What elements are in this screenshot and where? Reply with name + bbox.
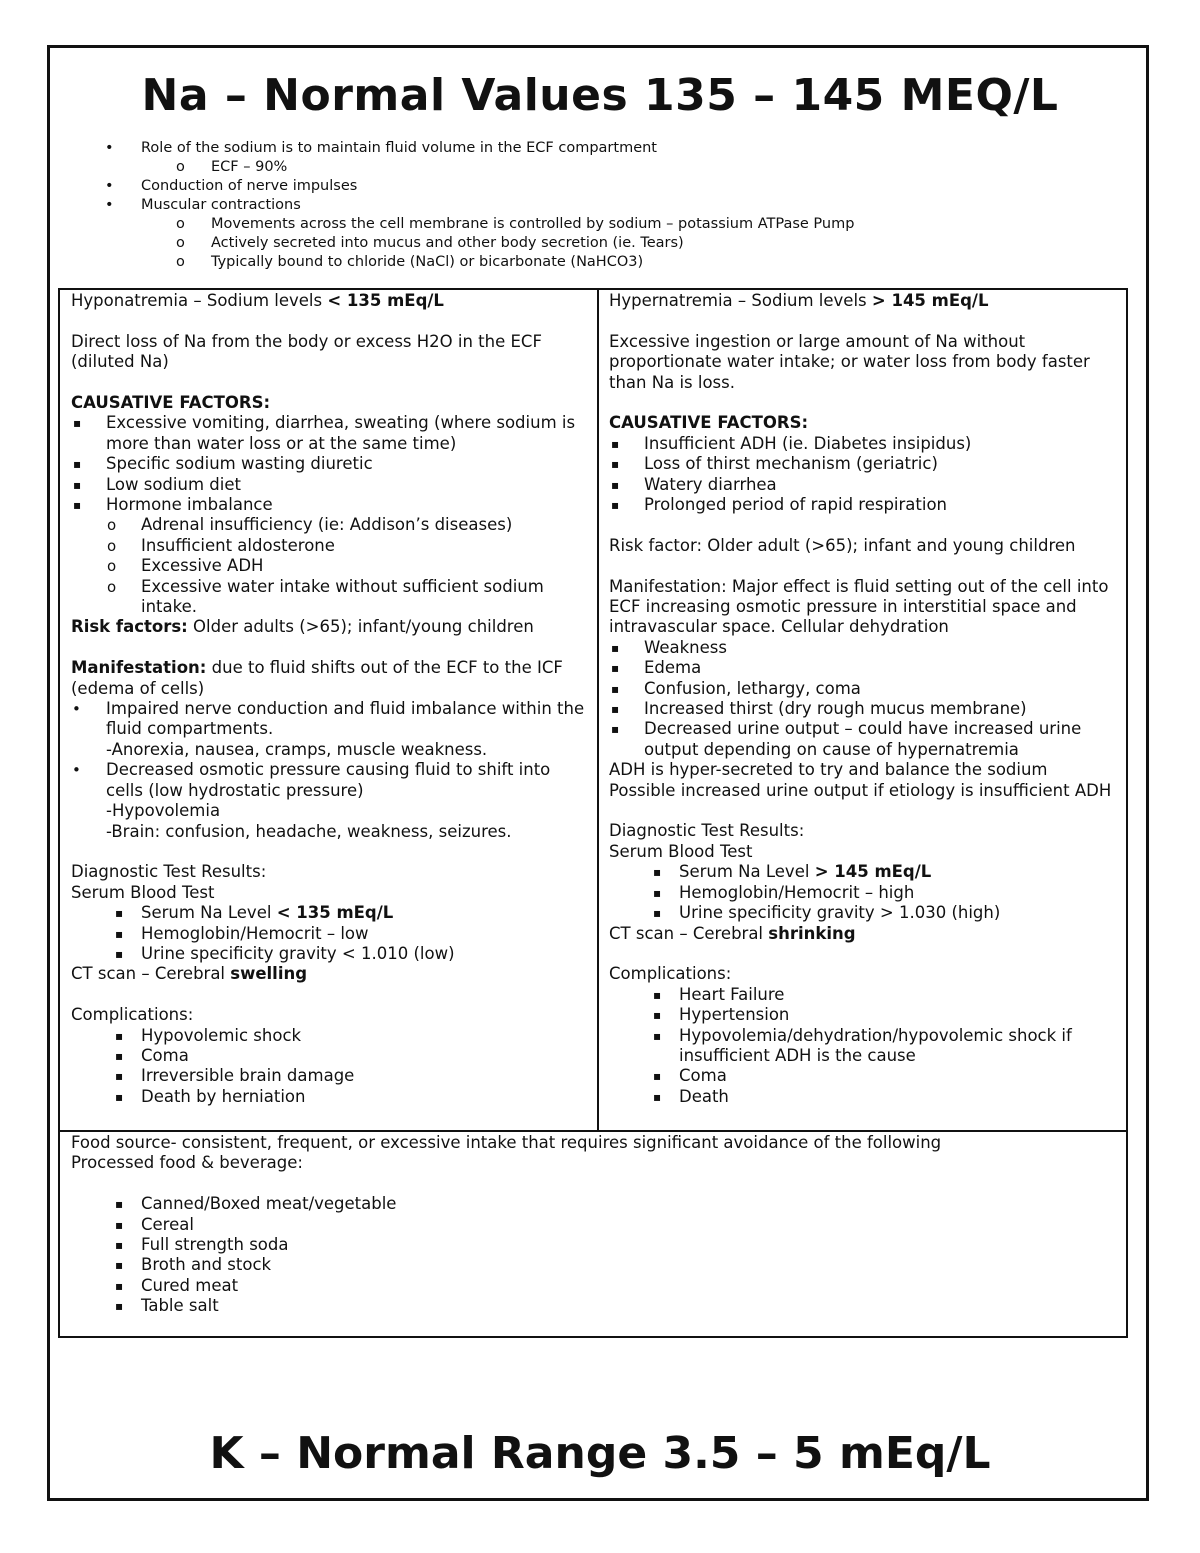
- square-bullet-icon: ▪: [73, 457, 82, 472]
- manifestation-list: [609, 638, 1121, 760]
- square-bullet-icon: ▪: [611, 702, 620, 717]
- circle-bullet-icon: o: [176, 235, 185, 251]
- list-item: ▪ Canned/Boxed meat/vegetable: [115, 1194, 397, 1214]
- list-item: ▪ Hypovolemic shock: [115, 1025, 302, 1045]
- list-item: ▪ Loss of thirst mechanism (geriatric): [611, 454, 938, 474]
- complications-list: [71, 1026, 589, 1108]
- list-item: ▪ Insufficient ADH (ie. Diabetes insipidus): [611, 433, 972, 453]
- risk-factors: Risk factors: Older adults (>65); infant/young children: [71, 617, 534, 637]
- circle-bullet-icon: o: [176, 254, 185, 270]
- hypernatremia-cell: [609, 291, 1121, 1107]
- row-divider: [60, 1130, 1126, 1132]
- list-item: ▪ Specific sodium wasting diuretic: [73, 454, 373, 474]
- square-bullet-icon: ▪: [653, 885, 662, 900]
- list-item: o Insufficient aldosterone: [107, 535, 335, 555]
- list-item: ▪ Broth and stock: [115, 1255, 272, 1275]
- complications-heading: Complications:: [609, 964, 732, 984]
- hypernatremia-heading: Hypernatremia – Sodium levels > 145 mEq/L: [609, 291, 989, 310]
- food-list: [71, 1194, 1111, 1316]
- square-bullet-icon: ▪: [115, 946, 124, 961]
- square-bullet-icon: ▪: [115, 1048, 124, 1063]
- list-item: ▪ Death by herniation: [115, 1086, 306, 1106]
- square-bullet-icon: ▪: [73, 477, 82, 492]
- square-bullet-icon: ▪: [653, 865, 662, 880]
- complications-list: [609, 985, 1121, 1107]
- list-item: ▪ Hypertension: [653, 1005, 790, 1025]
- list-item: ▪ Increased thirst (dry rough mucus membrane): [611, 699, 1027, 719]
- list-item: ▪ Full strength soda: [115, 1235, 289, 1255]
- manifestation-list: [71, 699, 589, 842]
- list-item: o Adrenal insufficiency (ie: Addison’s diseases): [107, 515, 513, 535]
- square-bullet-icon: ▪: [611, 477, 620, 492]
- serum-heading: Serum Blood Test: [609, 841, 753, 861]
- causes-list: [71, 413, 589, 617]
- list-item: • Impaired nerve conduction and fluid imbalance within the fluid compartments.: [72, 699, 585, 739]
- square-bullet-icon: ▪: [653, 906, 662, 921]
- list-item: ▪ Confusion, lethargy, coma: [611, 678, 861, 698]
- list-item: ▪ Heart Failure: [653, 984, 785, 1004]
- diagnostic-heading: Diagnostic Test Results:: [609, 821, 805, 841]
- list-item: ▪ Low sodium diet: [73, 474, 241, 494]
- square-bullet-icon: ▪: [653, 987, 662, 1002]
- bullet-icon: •: [72, 761, 81, 780]
- ct-scan: CT scan – Cerebral shrinking: [609, 923, 856, 943]
- list-item: o Actively secreted into mucus and other body secretion (ie. Tears): [176, 235, 684, 251]
- circle-bullet-icon: o: [107, 536, 117, 555]
- list-item: • Role of the sodium is to maintain fluid volume in the ECF compartment: [105, 140, 657, 156]
- processed-food-heading: Processed food & beverage:: [71, 1153, 303, 1173]
- bullet-icon: •: [105, 140, 114, 156]
- list-item: ▪ Hemoglobin/Hemocrit – low: [115, 923, 369, 943]
- urine-output-line: Possible increased urine output if etiology is insufficient ADH: [609, 780, 1112, 800]
- square-bullet-icon: ▪: [653, 1028, 662, 1043]
- square-bullet-icon: ▪: [611, 661, 620, 676]
- list-item: -Hypovolemia: [106, 801, 221, 821]
- list-item: ▪ Hormone imbalance: [73, 495, 273, 515]
- ct-scan: CT scan – Cerebral swelling: [71, 964, 308, 984]
- manifestation: Manifestation: due to fluid shifts out of the ECF to the ICF (edema of cells): [71, 658, 563, 698]
- square-bullet-icon: ▪: [611, 640, 620, 655]
- square-bullet-icon: ▪: [653, 1069, 662, 1084]
- list-item: o ECF – 90%: [176, 159, 288, 175]
- square-bullet-icon: ▪: [115, 1028, 124, 1043]
- causes-heading: CAUSATIVE FACTORS:: [609, 413, 809, 433]
- hyponatremia-definition: Direct loss of Na from the body or excess H2O in the ECF (diluted Na): [71, 331, 542, 372]
- circle-bullet-icon: o: [176, 159, 185, 175]
- list-item: ▪ Weakness: [611, 637, 727, 657]
- square-bullet-icon: ▪: [611, 722, 620, 737]
- list-item: ▪ Serum Na Level > 145 mEq/L: [653, 862, 932, 882]
- list-item: ▪ Table salt: [115, 1296, 219, 1316]
- bullet-icon: •: [72, 700, 81, 719]
- square-bullet-icon: ▪: [115, 926, 124, 941]
- complications-heading: Complications:: [71, 1005, 194, 1025]
- square-bullet-icon: ▪: [611, 681, 620, 696]
- list-item: -Anorexia, nausea, cramps, muscle weakness.: [106, 739, 488, 759]
- manifestation: Manifestation: Major effect is fluid setting out of the cell into ECF increasing osmotic pressure in interstitial space and intravascular space. Cellular dehydration: [609, 576, 1109, 637]
- square-bullet-icon: ▪: [611, 457, 620, 472]
- square-bullet-icon: ▪: [115, 1299, 124, 1314]
- adh-line: ADH is hyper-secreted to try and balance the sodium: [609, 760, 1048, 780]
- list-item: ▪ Watery diarrhea: [611, 474, 777, 494]
- causes-list: [609, 434, 1121, 516]
- food-source-cell: [71, 1133, 1111, 1317]
- hyponatremia-heading: Hyponatremia – Sodium levels < 135 mEq/L: [71, 291, 444, 310]
- list-item: ▪ Cereal: [115, 1214, 194, 1234]
- square-bullet-icon: ▪: [115, 1197, 124, 1212]
- square-bullet-icon: ▪: [653, 1008, 662, 1023]
- list-item: ▪ Excessive vomiting, diarrhea, sweating (where sodium is more than water loss or at the same time): [73, 413, 576, 453]
- square-bullet-icon: ▪: [611, 436, 620, 451]
- diagnostic-list: [71, 903, 589, 964]
- square-bullet-icon: ▪: [115, 906, 124, 921]
- list-item: ▪ Coma: [653, 1066, 727, 1086]
- list-item: ▪ Edema: [611, 658, 702, 678]
- square-bullet-icon: ▪: [73, 416, 82, 431]
- list-item: ▪ Prolonged period of rapid respiration: [611, 495, 948, 515]
- circle-bullet-icon: o: [176, 216, 185, 232]
- list-item: ▪ Coma: [115, 1045, 189, 1065]
- column-divider: [597, 290, 599, 1132]
- food-source-line: Food source- consistent, frequent, or excessive intake that requires significant avoidance of the following: [71, 1133, 942, 1152]
- sodium-title: Na – Normal Values 135 – 145 MEQ/L: [141, 70, 1059, 121]
- sodium-role-list: [100, 139, 854, 272]
- list-item: ▪ Serum Na Level < 135 mEq/L: [115, 903, 394, 923]
- diagnostic-heading: Diagnostic Test Results:: [71, 862, 267, 882]
- list-item: ▪ Urine specificity gravity > 1.030 (high): [653, 903, 1001, 923]
- causes-heading: CAUSATIVE FACTORS:: [71, 393, 271, 412]
- risk-factors: Risk factor: Older adult (>65); infant and young children: [609, 535, 1076, 555]
- square-bullet-icon: ▪: [653, 1089, 662, 1104]
- square-bullet-icon: ▪: [611, 498, 620, 513]
- list-item: • Muscular contractions: [105, 197, 301, 213]
- square-bullet-icon: ▪: [115, 1089, 124, 1104]
- square-bullet-icon: ▪: [115, 1069, 124, 1084]
- list-item: ▪ Irreversible brain damage: [115, 1066, 355, 1086]
- list-item: ▪ Death: [653, 1086, 729, 1106]
- list-item: o Excessive water intake without sufficient sodium intake.: [107, 576, 544, 617]
- circle-bullet-icon: o: [107, 516, 117, 535]
- list-item: ▪ Urine specificity gravity < 1.010 (low): [115, 943, 455, 963]
- list-item: ▪ Cured meat: [115, 1275, 239, 1295]
- list-item: -Brain: confusion, headache, weakness, seizures.: [106, 821, 512, 841]
- square-bullet-icon: ▪: [115, 1217, 124, 1232]
- circle-bullet-icon: o: [107, 577, 117, 596]
- sodium-table: [58, 288, 1128, 1338]
- potassium-title: K – Normal Range 3.5 – 5 mEq/L: [209, 1428, 991, 1479]
- list-item: • Conduction of nerve impulses: [105, 178, 358, 194]
- serum-heading: Serum Blood Test: [71, 882, 215, 902]
- diagnostic-list: [609, 862, 1121, 923]
- bullet-icon: •: [105, 197, 114, 213]
- bullet-icon: •: [105, 178, 114, 194]
- list-item: o Movements across the cell membrane is controlled by sodium – potassium ATPase Pump: [176, 216, 855, 232]
- hypernatremia-definition: Excessive ingestion or large amount of Na without proportionate water intake; or water loss from body faster than Na is loss.: [609, 331, 1090, 392]
- hyponatremia-cell: [71, 291, 589, 1107]
- list-item: ▪ Hemoglobin/Hemocrit – high: [653, 882, 915, 902]
- square-bullet-icon: ▪: [115, 1238, 124, 1253]
- list-item: ▪ Hypovolemia/dehydration/hypovolemic shock if insufficient ADH is the cause: [653, 1025, 1072, 1065]
- square-bullet-icon: ▪: [73, 498, 82, 513]
- square-bullet-icon: ▪: [115, 1278, 124, 1293]
- circle-bullet-icon: o: [107, 557, 117, 576]
- list-item: o Excessive ADH: [107, 556, 264, 576]
- square-bullet-icon: ▪: [115, 1258, 124, 1273]
- list-item: ▪ Decreased urine output – could have increased urine output depending on cause of hypernatremia: [611, 719, 1082, 759]
- list-item: • Decreased osmotic pressure causing fluid to shift into cells (low hydrostatic pressure): [72, 760, 551, 800]
- list-item: o Typically bound to chloride (NaCl) or bicarbonate (NaHCO3): [176, 254, 644, 270]
